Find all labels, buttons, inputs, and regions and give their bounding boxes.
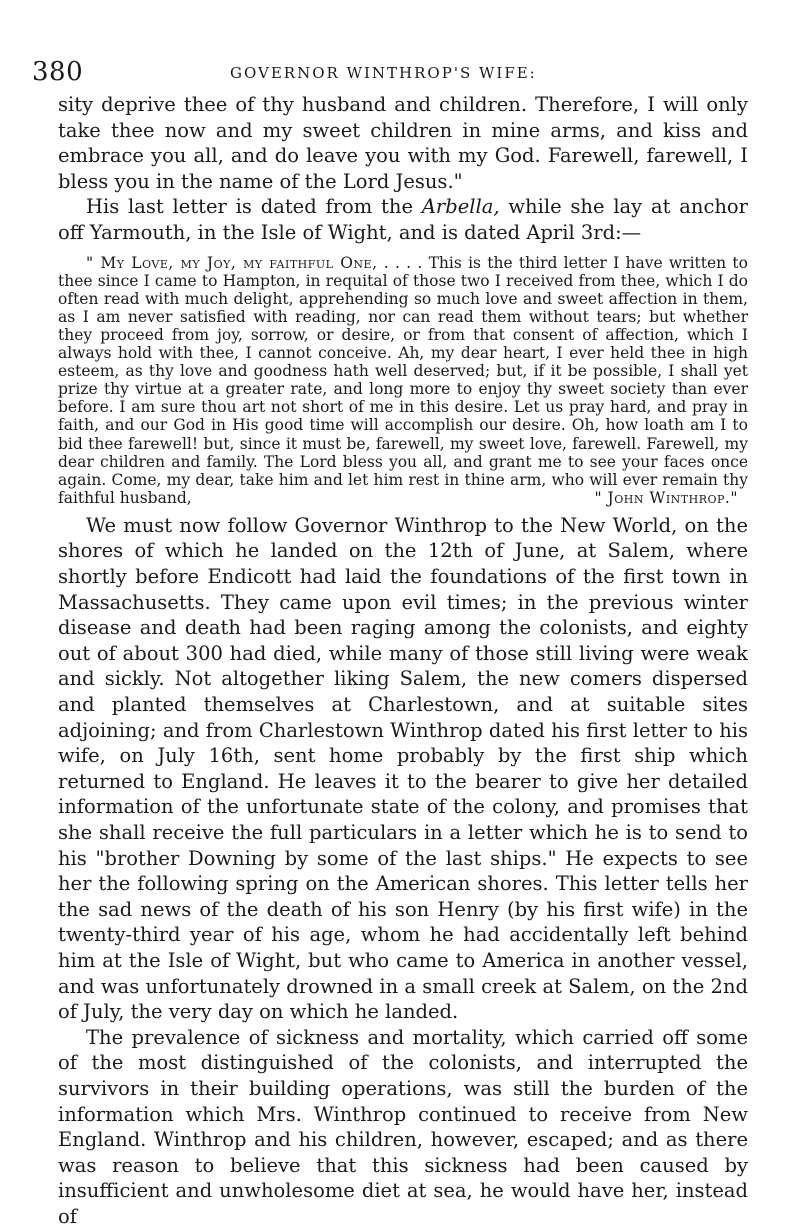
paragraph-last-letter bbox=[58, 194, 748, 245]
paragraph-new-world: We must now follow Governor Winthrop to the New World, on the shores of which he landed on the 12th of June, at Salem, where shortly before Endicott had laid the foundations of the first town in Massachusetts. They came upon evil times; in the previous winter disease and death had been raging among the colonists, and eighty out of about 300 had died, while many of those still living were weak and sickly. Not altogether liking Salem, the new comers dispersed and planted themselves at Charlestown, and at suitable sites adjoining; and from Charlestown Winthrop dated his first letter to his wife, on July 16th, sent home probably by the first ship which returned to England. He leaves it to the bearer to give her detailed information of the unfortunate state of the colony, and promises that she shall receive the full particulars in a letter which he is to send to his "brother Downing by some of the last ships." He expects to see her the following spring on the American shores. This letter tells her the sad news of the death of his son Henry (by his first wife) in the twenty-third year of his age, whom he had accidentally left behind him at the Isle of Wight, but who came to America in another vessel, and was unfortunately drowned in a small creek at Salem, on the 2nd of July, the very day on which he landed. bbox=[58, 513, 748, 1024]
paragraph-sickness: The prevalence of sickness and mortality, which carried off some of the most distinguished of the colonists, and interrupted the survivors in their building operations, was still the burden of the information which Mrs. Winthrop continued to receive from New England. Winthrop and his children, however, escaped; and as there was reason to believe that this sickness had been caused by insufficient and unwholesome diet at sea, he would have her, instead of bbox=[58, 1025, 748, 1228]
letter-signature: " John Winthrop." bbox=[594, 488, 738, 507]
page-body-continued bbox=[58, 513, 748, 1230]
page-header bbox=[32, 52, 748, 92]
paragraph-text: His last letter is dated from the bbox=[86, 195, 422, 219]
letter-salutation: " My Love, my Joy, my faithful One, bbox=[86, 253, 378, 272]
paragraph-continuation: sity deprive thee of thy husband and children. Therefore, I will only take thee now and my sweet children in mine arms, and kiss and embrace you all, and do leave you with my God. Farewell, farewell, I bless you in the name of the Lord Jesus." bbox=[58, 93, 748, 193]
page-number: 380 bbox=[32, 57, 84, 87]
ship-name: Arbella, bbox=[421, 195, 500, 219]
page-body bbox=[58, 92, 748, 246]
running-title: GOVERNOR WINTHROP'S WIFE: bbox=[230, 64, 537, 82]
letter-body: This is the third letter I have written to thee since I came to Hampton, in requital of those two I received from thee, which I do often read with much delight, apprehending so much love and sweet affection in them, as I am never satisfied with reading, nor can read them without tears; but whether they proceed from joy, sorrow, or desire, or from that consent of affection, which I always hold with thee, I cannot conceive. Ah, my dear heart, I ever held thee in high esteem, as thy love and goodness hath well deserved; but, if it be possible, I shall yet prize thy virtue at a greater rate, and long more to enjoy thy sweet society than ever before. I am sure thou art not short of me in this desire. Let us pray hard, and pray in faith, and our God in His good time will accomplish our desire. Oh, how loath am I to bid thee farewell! but, since it must be, farewell, my sweet love, farewell. Farewell, my dear children and family. The Lord bless you all, and grant me to see your faces once again. Come, my dear, take him and let him rest in thine arm, who will ever remain thy faithful husband, bbox=[58, 253, 748, 507]
paragraph-text: while she lay at anchor off Yarmouth, in the Isle of Wight, and is dated April 3rd:— bbox=[58, 195, 748, 244]
letter-ellipsis: . . . . bbox=[377, 253, 429, 272]
quoted-letter bbox=[58, 254, 748, 507]
book-page bbox=[32, 52, 748, 1230]
